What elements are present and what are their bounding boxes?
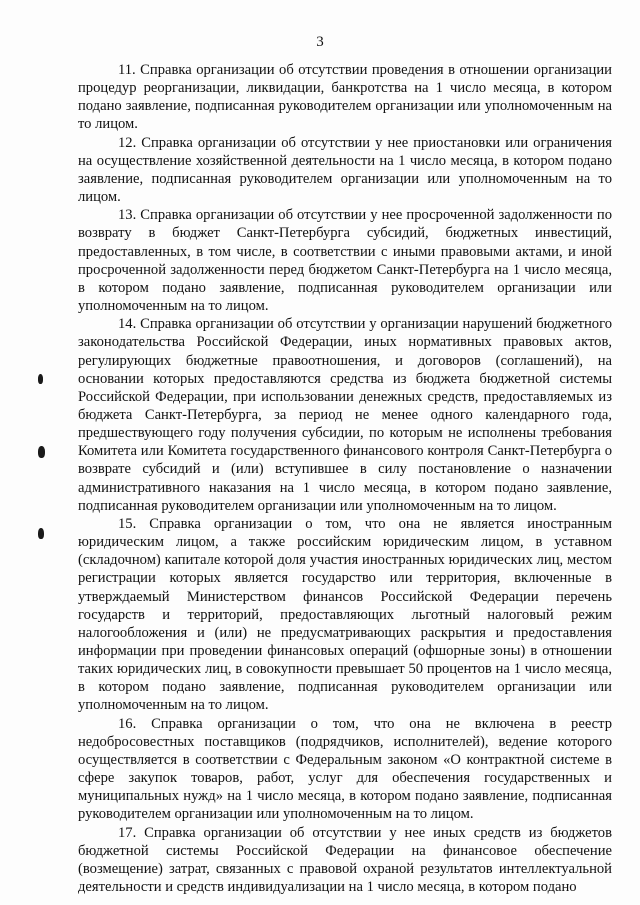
margin-mark [38, 374, 43, 384]
paragraph-16: 16. Справка организации о том, что она не включена в реестр недобросовестных поставщиков (подрядчиков, исполнителей), ведение которого осуществляется в соответствии с Федеральным законом «О контрактной системе в сфере закупок товаров, работ, услуг для обеспечения государственных и муниципальных нужд» на 1 число месяца, в котором подано заявление, подписанная руководителем организации или уполномоченным на то лицом. [78, 715, 612, 823]
margin-mark [38, 446, 45, 458]
paragraph-17: 17. Справка организации об отсутствии у нее иных средств из бюджетов бюджетной системы Российской Федерации на финансовое обеспечение (возмещение) затрат, связанных с правовой охраной результатов интеллектуальной деятельности и средств индивидуализации на 1 число месяца, в котором подано [78, 824, 612, 896]
paragraph-15: 15. Справка организации о том, что она не является иностранным юридическим лицом, а также российским юридическим лицом, в уставном (складочном) капитале которой доля участия иностранных юридических лиц, местом регистрации которых является государство или территория, включенные в утверждаемый Министерством финансов Российской Федерации перечень государств и территорий, предоставляющих льготный налоговый режим налогообложения и (или) не предусматривающих раскрытия и предоставления информации при проведении финансовых операций (офшорные зоны) в отношении таких юридических лиц, в совокупности превышает 50 процентов на 1 число месяца, в котором подано заявление, подписанная руководителем организации или уполномоченным на то лицом. [78, 515, 612, 714]
paragraph-12: 12. Справка организации об отсутствии у нее приостановки или ограничения на осуществление хозяйственной деятельности на 1 число месяца, в котором подано заявление, подписанная руководителем организации или уполномоченным на то лицом. [78, 134, 612, 206]
paragraph-14: 14. Справка организации об отсутствии у организации нарушений бюджетного законодательства Российской Федерации, иных нормативных правовых актов, регулирующих бюджетные правоотношения, и договоров (соглашений), на основании которых предоставляются средства из бюджета бюджетной системы Российской Федерации, при использовании денежных средств, предоставляемых из бюджета Санкт-Петербурга, за период не менее одного календарного года, предшествующего году получения субсидии, по которым не исполнены требования Комитета или Комитета государственного финансового контроля Санкт-Петербурга о возврате субсидий и (или) вступившее в силу постановление о назначении административного наказания на 1 число месяца, в котором подано заявление, подписанная руководителем организации или уполномоченным на то лицом. [78, 316, 612, 514]
margin-mark [38, 528, 44, 539]
paragraph-13: 13. Справка организации об отсутствии у нее просроченной задолженности по возврату в бюджет Санкт-Петербурга субсидий, бюджетных инвестиций, предоставленных, в том числе, в соответствии с иными правовыми актами, и иной просроченной задолженности перед бюджетом Санкт-Петербурга на 1 число месяца, в котором подано заявление, подписанная руководителем организации или уполномоченным на то лицом. [78, 207, 612, 315]
paragraph-11: 11. Справка организации об отсутствии проведения в отношении организации процедур реорганизации, ликвидации, банкротства на 1 число месяца, в котором подано заявление, подписанная руководителем организации или уполномоченным на то лицом. [78, 62, 612, 133]
document-body [78, 61, 612, 896]
page-number: 3 [316, 34, 324, 50]
